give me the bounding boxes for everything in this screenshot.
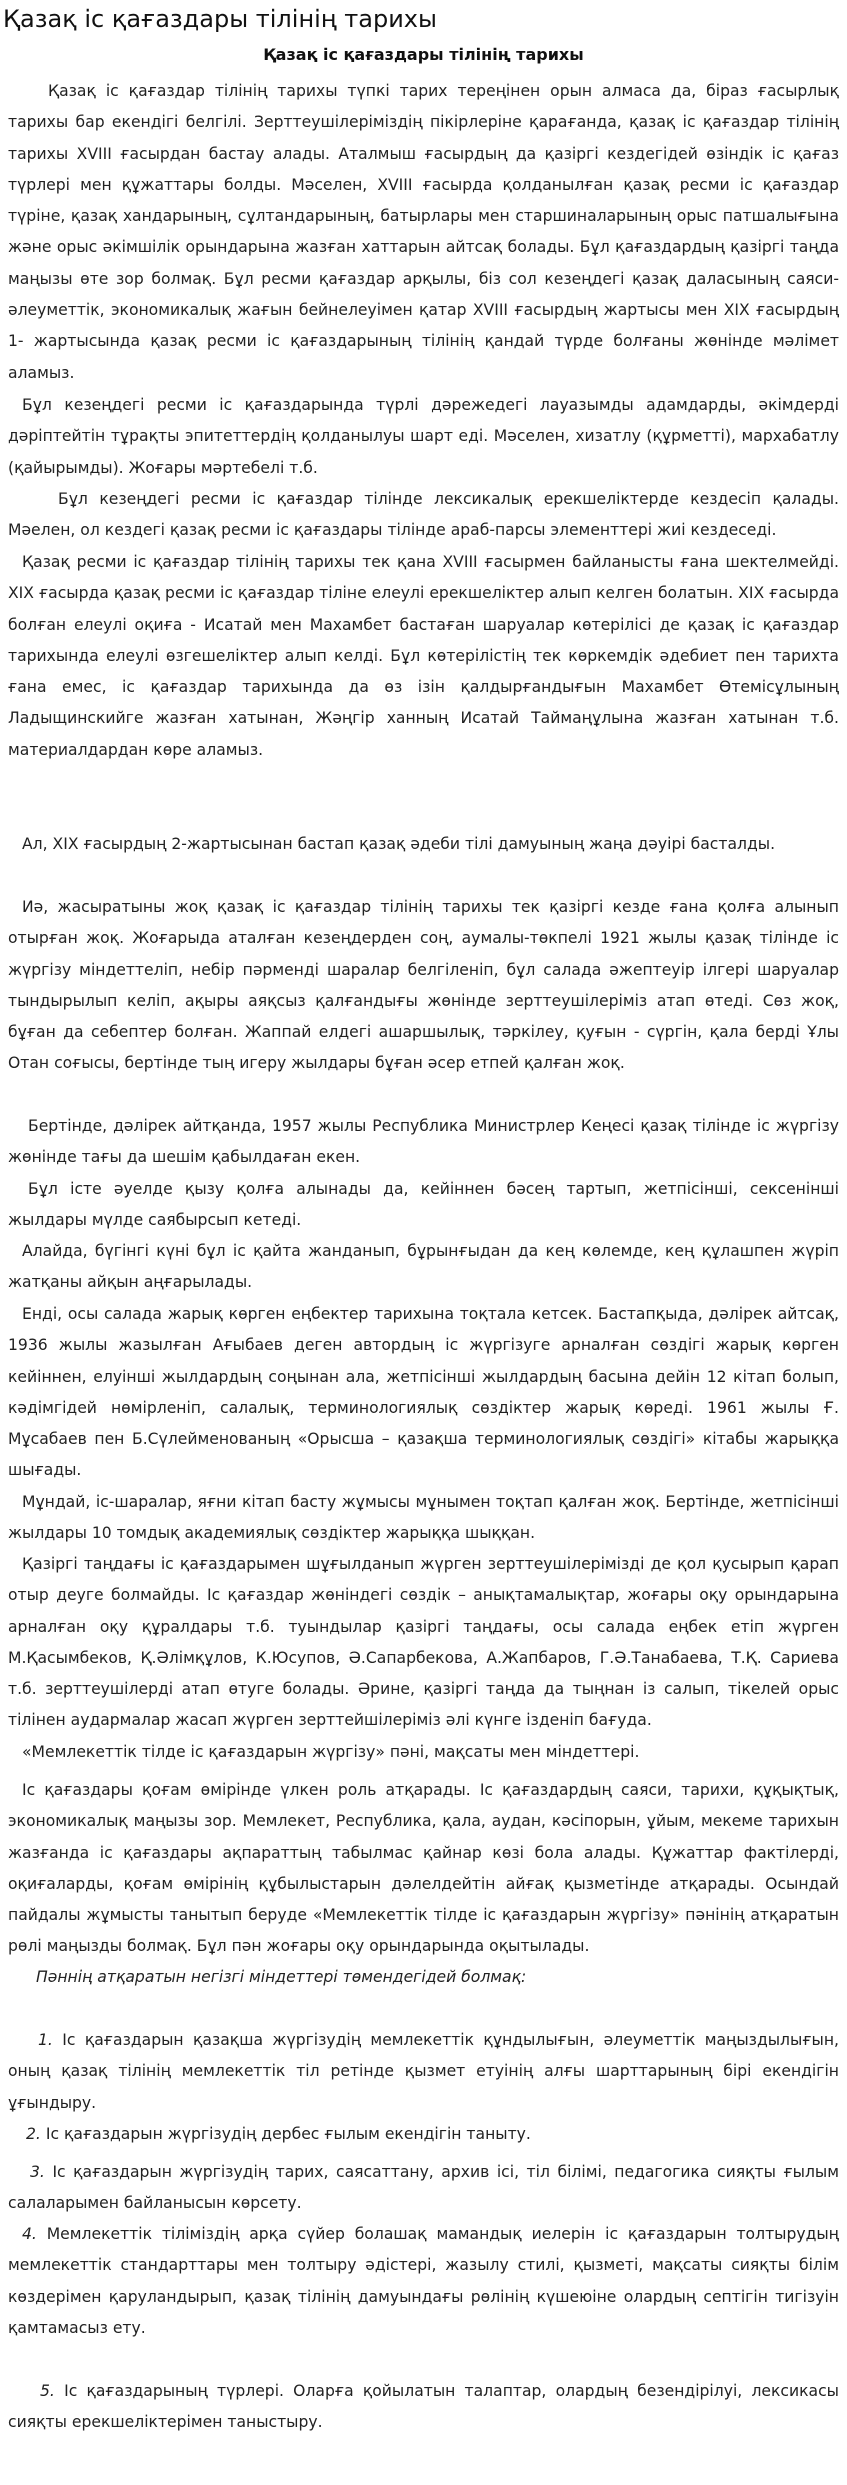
task-number: 2. bbox=[26, 2125, 41, 2143]
article-subtitle: Қазақ іс қағаздары тілінің тарихы bbox=[263, 45, 584, 64]
task-item bbox=[8, 2025, 839, 2119]
task-number: 3. bbox=[30, 2163, 45, 2181]
paragraph-dictionaries: Мұндай, іс-шаралар, яғни кітап басту жұмысы мұнымен тоқтап қалған жоқ. Бертінде, жетпісінші жылдары 10 томдық академиялық сөздіктер жарыққа шыққан. bbox=[8, 1493, 839, 1543]
task-text: Мемлекеттік тіліміздің арқа сүйер болашақ мамандық иелерін іс қағаздарын толтырудың мемлекеттік стандарттары мен толтыру әдістері, жазылу стилі, қызметі, мақсаты сияқты білім көздерімен қаруландырып, қазақ тілінің дамуындағы рөлінің күшеюіне олардың септігін тигізуін қамтамасыз ету. bbox=[8, 2225, 839, 2337]
task-item bbox=[8, 2376, 839, 2439]
page-title: Қазақ іс қағаздары тілінің тарихы bbox=[3, 5, 437, 33]
task-item bbox=[8, 2119, 839, 2150]
paragraph-researchers: Қазіргі таңдағы іс қағаздарымен шұғылданып жүрген зерттеушілерімізді де қол қусырып қарап отыр деуге болмайды. Іс қағаздар жөніндегі сөздік – анықтамалықтар, жоғары оқу орындарына арналған оқу құралдары т.б. туындылар қазіргі таңдағы, осы салада еңбек етіп жүрген М.Қасымбеков, Қ.Әлімқұлов, К.Юсупов, Ә.Сапарбекова, А.Жапбаров, Г.Ә.Танабаева, Т.Қ. Сариева т.б. зерттеушілерді атап өтуге болады. Әрине, қазіргі таңда да тыңнан із салып, тікелей орыс тілінен аудармалар жасап жүрген зерттейшілеріміз әлі күнге ізденіп бағуда. bbox=[8, 1555, 839, 1730]
paragraph-revival: Алайда, бүгінгі күні бұл іс қайта жанданып, бұрынғыдан да кең көлемде, кең құлашпен жүріп жатқаны айқын аңғарылады. bbox=[8, 1242, 839, 1292]
task-number: 4. bbox=[22, 2225, 37, 2243]
paragraph-epithets: Бұл кезеңдегі ресми іс қағаздарында түрлі дәрежедегі лауазымды адамдарды, әкімдерді дәріптейтін тұрақты эпитеттердің қолданылуы шарт еді. Мәселен, хизатлу (құрметті), мархабатлу (қайырымды). Жоғары мәртебелі т.б. bbox=[8, 396, 839, 477]
task-number: 1. bbox=[38, 2031, 53, 2049]
task-text: Іс қағаздарының түрлері. Оларға қойылатын талаптар, олардың безендірілуі, лексикасы сияқты ерекшеліктерімен таныстыру. bbox=[8, 2382, 839, 2432]
paragraph-decline: Бұл істе әуелде қызу қолға алынады да, кейіннен бәсең тартып, жетпісінші, сексенінші жылдары мүлде саябырсып кетеді. bbox=[8, 1180, 839, 1230]
task-item bbox=[8, 2219, 839, 2344]
task-text: Іс қағаздарын қазақша жүргізудің мемлекеттік құндылығын, әлеуметтік маңыздылығын, оның қазақ тілінің мемлекеттік тіл ретінде қызмет етуінің алғы шарттарының бірі екендігін ұғындыру. bbox=[8, 2031, 839, 2112]
paragraph-lexical: Бұл кезеңдегі ресми іс қағаздар тілінде лексикалық ерекшеліктерде кездесіп қалады. Мәелен, ол кездегі қазақ ресми іс қағаздары тілінде араб-парсы элементтері жиі кездеседі. bbox=[8, 490, 839, 540]
paragraph-publications: Енді, осы салада жарық көрген еңбектер тарихына тоқтала кетсек. Бастапқыда, дәлірек айтсақ, 1936 жылы жазылған Ағыбаев деген автордың іс жүргізуге арналған сөздігі жарық көрген кейіннен, елуінші жылдардың соңынан ала, жетпісінші жылдардың басына дейін 12 кітап болып, кәдімгідей нөмірленіп, салалық, терминологиялық сөздіктер жарық көреді. 1961 жылы Ғ. Мұсабаев пен Б.Сүлейменованың «Орысша – қазақша терминологиялық сөздігі» кітабы жарыққа шығады. bbox=[8, 1305, 839, 1480]
paragraph-1921: Иә, жасыратыны жоқ қазақ іс қағаздар тілінің тарихы тек қазіргі кезде ғана қолға алынып отырған жоқ. Жоғарыда аталған кезеңдерден соң, аумалы-төкпелі 1921 жылы қазақ тілінде іс жүргізу міндеттеліп, небір пәрменді шаралар белгіленіп, бұл салада әжептеуір ілгері шаруалар тындырылып келіп, ақыры аяқсыз қалғандығы жөнінде зерттеушілеріміз атап өтеді. Сөз жоқ, бұған да себептер болған. Жаппай елдегі ашаршылық, тәркілеу, қуғын - сүргін, қала берді Ұлы Отан соғысы, бертінде тың игеру жылдары бұған әсер етпей қалған жоқ. bbox=[8, 898, 839, 1073]
paragraph-xix-century: Қазақ ресми іс қағаздар тілінің тарихы тек қана XVIII ғасырмен байланысты ғана шектелмейді. XIX ғасырда қазақ ресми іс қағаздар тіліне елеулі ерекшеліктер алып келген болатын. XIX ғасырда болған елеулі оқиға - Исатай мен Махамбет бастаған шаруалар көтерілісі де қазақ іс қағаздар тарихында елеулі өзгешеліктер алып келді. Бұл көтерілістің тек көркемдік әдебиет пен тарихта ғана емес, іс қағаздар тарихында да өз ізін қалдырғандығын Махамбет Өтемісұлының Ладыщинскийге жазған хатынан, Жәңгір ханның Исатай Таймаңұлына жазған хатынан т.б. материалдардан көре аламыз. bbox=[8, 553, 839, 759]
paragraph-intro: Қазақ іс қағаздар тілінің тарихы түпкі тарих тереңінен орын алмаса да, біраз ғасырлық тарихы бар екендігі белгілі. Зерттеушілеріміздің пікірлеріне қарағанда, қазақ іс қағаздар тілінің тарихы XVIII ғасырдан бастау алады. Аталмыш ғасырдың да қазіргі кездегідей өзіндік іс қағаз түрлері мен құжаттары болды. Мәселен, XVIII ғасырда қолданылған қазақ ресми іс қағаздар түріне, қазақ хандарының, сұлтандарының, батырлары мен старшиналарының орыс патшалығына және орыс әкімшілік орындарына жазған хаттарын айтсақ болады. Бұл қағаздардың қазіргі таңда маңызы өте зор болмақ. Бұл ресми қағаздар арқылы, біз сол кезеңдегі қазақ даласының саяси-әлеуметтік, экономикалық жағын бейнелеуімен қатар XVIII ғасырдың жартысы мен XIX ғасырдың 1- жартысында қазақ ресми іс қағаздарының тілінің қандай түрде болғаны жөнінде мәлімет аламыз. bbox=[8, 82, 839, 382]
task-item bbox=[8, 2157, 839, 2220]
task-text: Іс қағаздарын жүргізудің тарих, саясаттану, архив ісі, тіл білімі, педагогика сияқты ғылым салаларымен байланысын көрсету. bbox=[8, 2163, 839, 2213]
task-text: Іс қағаздарын жүргізудің дербес ғылым екендігін таныту. bbox=[45, 2125, 531, 2143]
tasks-lead: Пәннің атқаратын негізгі міндеттері төмендегідей болмақ: bbox=[36, 1968, 527, 1986]
paragraph-literary-era: Ал, XIX ғасырдың 2-жартысынан бастап қазақ әдеби тілі дамуының жаңа дәуірі басталды. bbox=[22, 835, 776, 853]
paragraph-course-heading: «Мемлекеттік тілде іс қағаздарын жүргізу» пәні, мақсаты мен міндеттері. bbox=[22, 1743, 640, 1761]
task-number: 5. bbox=[40, 2382, 55, 2400]
paragraph-1957: Бертінде, дәлірек айтқанда, 1957 жылы Республика Министрлер Кеңесі қазақ тілінде іс жүргізу жөнінде тағы да шешім қабылдаған екен. bbox=[8, 1117, 839, 1167]
paragraph-course-importance: Іс қағаздары қоғам өмірінде үлкен роль атқарады. Іс қағаздардың саяси, тарихи, құқықтық, экономикалық маңызы зор. Мемлекет, Республика, қала, аудан, кәсіпорын, ұйым, мекеме тарихын жазғанда іс қағаздары ақпараттың табылмас қайнар көзі бола алады. Құжаттар фактілерді, оқиғаларды, қоғам өмірінің құбылыстарын дәлелдейтін айғақ қызметінде атқарады. Осындай пайдалы жұмысты танытып беруде «Мемлекеттік тілде іс қағаздарын жүргізу» пәнінің атқаратын рөлі маңызды болмақ. Бұл пән жоғары оқу орындарында оқытылады. bbox=[8, 1781, 839, 1956]
